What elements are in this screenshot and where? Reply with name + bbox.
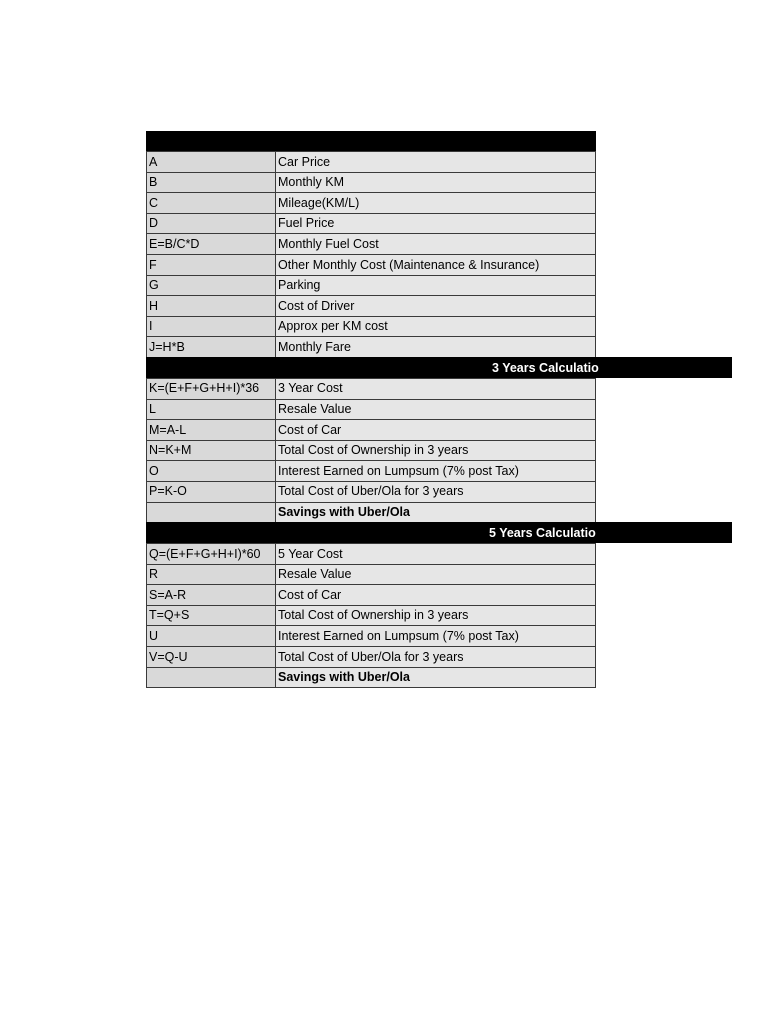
sheet-body <box>146 152 732 688</box>
code-cell[interactable]: M=A-L <box>146 419 276 441</box>
label-cell[interactable]: Car Price <box>275 151 596 173</box>
label-cell[interactable]: Cost of Driver <box>275 295 596 317</box>
code-cell[interactable]: D <box>146 213 276 235</box>
label-cell[interactable]: 5 Year Cost <box>275 543 596 565</box>
table-row <box>146 152 596 173</box>
code-cell[interactable] <box>146 667 276 689</box>
code-cell[interactable]: S=A-R <box>146 584 276 606</box>
table-row <box>146 626 596 647</box>
table-row <box>146 441 596 462</box>
table-row <box>146 503 596 524</box>
code-cell[interactable]: A <box>146 151 276 173</box>
code-cell[interactable] <box>146 502 276 524</box>
label-cell[interactable]: Monthly Fare <box>275 336 596 358</box>
label-cell[interactable]: Cost of Car <box>275 584 596 606</box>
label-cell[interactable]: Interest Earned on Lumpsum (7% post Tax) <box>275 625 596 647</box>
table-row <box>146 606 596 627</box>
table-row <box>146 193 596 214</box>
label-cell[interactable]: Mileage(KM/L) <box>275 192 596 214</box>
table-row <box>146 668 596 689</box>
label-cell[interactable]: Cost of Car <box>275 419 596 441</box>
label-cell[interactable]: Approx per KM cost <box>275 316 596 338</box>
table-row <box>146 482 596 503</box>
section-title: 5 Years Calculatio <box>489 526 596 541</box>
code-cell[interactable]: T=Q+S <box>146 605 276 627</box>
code-cell[interactable]: B <box>146 172 276 194</box>
table-row <box>146 255 596 276</box>
code-cell[interactable]: N=K+M <box>146 440 276 462</box>
table-row <box>146 400 596 421</box>
code-cell[interactable]: U <box>146 625 276 647</box>
table-row <box>146 544 596 565</box>
label-cell[interactable]: Total Cost of Ownership in 3 years <box>275 440 596 462</box>
code-cell[interactable]: G <box>146 275 276 297</box>
label-cell[interactable]: Parking <box>275 275 596 297</box>
section-header <box>146 357 732 378</box>
header-bar <box>146 131 596 152</box>
table-row <box>146 173 596 194</box>
label-cell[interactable]: Fuel Price <box>275 213 596 235</box>
code-cell[interactable]: J=H*B <box>146 336 276 358</box>
label-cell[interactable]: Total Cost of Uber/Ola for 3 years <box>275 646 596 668</box>
label-cell[interactable]: Resale Value <box>275 399 596 421</box>
table-row <box>146 317 596 338</box>
table-row <box>146 461 596 482</box>
table-row <box>146 585 596 606</box>
code-cell[interactable]: E=B/C*D <box>146 233 276 255</box>
code-cell[interactable]: L <box>146 399 276 421</box>
table-row <box>146 234 596 255</box>
label-cell[interactable]: Total Cost of Uber/Ola for 3 years <box>275 481 596 503</box>
table-row <box>146 276 596 297</box>
table-row <box>146 379 596 400</box>
code-cell[interactable]: H <box>146 295 276 317</box>
label-cell[interactable]: Interest Earned on Lumpsum (7% post Tax) <box>275 460 596 482</box>
table-row <box>146 647 596 668</box>
code-cell[interactable]: I <box>146 316 276 338</box>
label-cell[interactable]: 3 Year Cost <box>275 378 596 400</box>
label-cell[interactable]: Total Cost of Ownership in 3 years <box>275 605 596 627</box>
code-cell[interactable]: O <box>146 460 276 482</box>
section-header <box>146 522 732 543</box>
table-row <box>146 296 596 317</box>
code-cell[interactable]: F <box>146 254 276 276</box>
label-cell[interactable]: Monthly KM <box>275 172 596 194</box>
table-row <box>146 420 596 441</box>
code-cell[interactable]: C <box>146 192 276 214</box>
label-cell[interactable]: Savings with Uber/Ola <box>275 502 596 524</box>
code-cell[interactable]: P=K-O <box>146 481 276 503</box>
table-row <box>146 565 596 586</box>
spreadsheet <box>146 131 732 688</box>
code-cell[interactable]: K=(E+F+G+H+I)*36 <box>146 378 276 400</box>
table-row <box>146 337 596 358</box>
label-cell[interactable]: Savings with Uber/Ola <box>275 667 596 689</box>
label-cell[interactable]: Resale Value <box>275 564 596 586</box>
label-cell[interactable]: Other Monthly Cost (Maintenance & Insurance) <box>275 254 596 276</box>
code-cell[interactable]: Q=(E+F+G+H+I)*60 <box>146 543 276 565</box>
code-cell[interactable]: R <box>146 564 276 586</box>
section-title: 3 Years Calculatio <box>492 360 599 375</box>
table-row <box>146 214 596 235</box>
code-cell[interactable]: V=Q-U <box>146 646 276 668</box>
label-cell[interactable]: Monthly Fuel Cost <box>275 233 596 255</box>
